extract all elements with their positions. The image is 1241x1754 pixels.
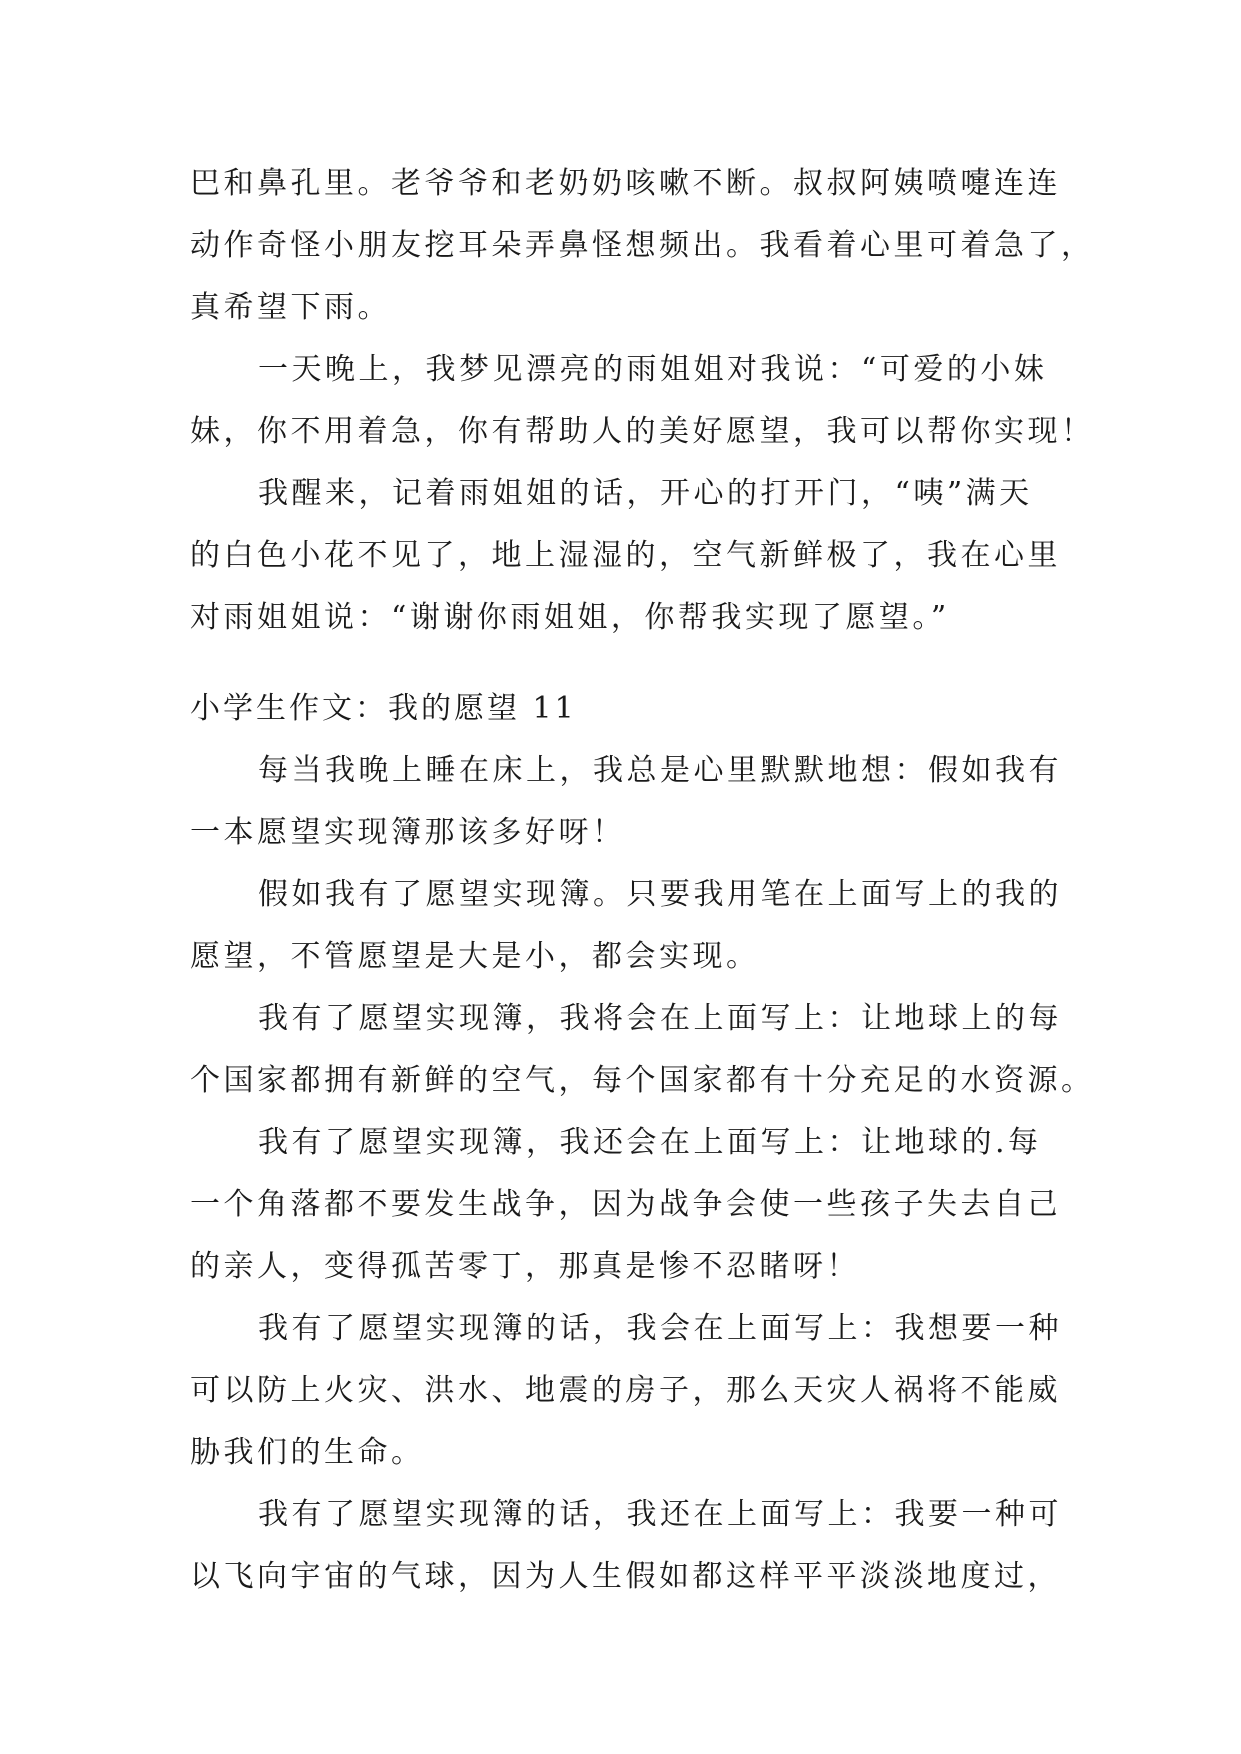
text-line: 假如我有了愿望实现簿。只要我用笔在上面写上的我的 (258, 877, 1062, 912)
text-line: 妹，你不用着急，你有帮助人的美好愿望，我可以帮你实现！ (190, 414, 1095, 449)
text-line: 以飞向宇宙的气球，因为人生假如都这样平平淡淡地度过， (190, 1559, 1061, 1594)
text-line: 每当我晚上睡在床上，我总是心里默默地想：假如我有 (258, 753, 1062, 788)
text-line: 可以防上火灾、洪水、地震的房子，那么天灾人祸将不能威 (190, 1373, 1061, 1408)
text-line: 动作奇怪小朋友挖耳朵弄鼻怪想频出。我看着心里可着急了， (190, 228, 1095, 263)
essay-11 (190, 678, 1095, 1608)
text-line: 一本愿望实现簿那该多好呀！ (190, 815, 626, 850)
text-line: 巴和鼻孔里。老爷爷和老奶奶咳嗽不断。叔叔阿姨喷嚏连连 (190, 166, 1061, 201)
text-line: 的亲人，变得孤苦零丁，那真是惨不忍睹呀！ (190, 1249, 860, 1284)
text-line: 我有了愿望实现簿的话，我还在上面写上：我要一种可 (258, 1497, 1062, 1532)
text-line: 我有了愿望实现簿的话，我会在上面写上：我想要一种 (258, 1311, 1062, 1346)
text-line: 真希望下雨。 (190, 290, 391, 325)
text-line: 胁我们的生命。 (190, 1435, 425, 1470)
text-line: 愿望，不管愿望是大是小，都会实现。 (190, 939, 760, 974)
text-line: 一个角落都不要发生战争，因为战争会使一些孩子失去自己 (190, 1187, 1061, 1222)
text-line: 我有了愿望实现簿，我还会在上面写上：让地球的.每 (258, 1125, 1042, 1160)
essay-continuation (190, 153, 1095, 649)
text-line: 的白色小花不见了，地上湿湿的，空气新鲜极了，我在心里 (190, 538, 1061, 573)
text-line: 个国家都拥有新鲜的空气，每个国家都有十分充足的水资源。 (190, 1063, 1095, 1098)
essay-title: 小学生作文：我的愿望 11 (190, 691, 577, 726)
text-line: 对雨姐姐说：“谢谢你雨姐姐，你帮我实现了愿望。” (190, 600, 950, 635)
text-line: 我醒来，记着雨姐姐的话，开心的打开门，“咦”满天 (258, 476, 1033, 511)
text-line: 一天晚上，我梦见漂亮的雨姐姐对我说：“可爱的小妹 (258, 352, 1048, 387)
text-line: 我有了愿望实现簿，我将会在上面写上：让地球上的每 (258, 1001, 1062, 1036)
